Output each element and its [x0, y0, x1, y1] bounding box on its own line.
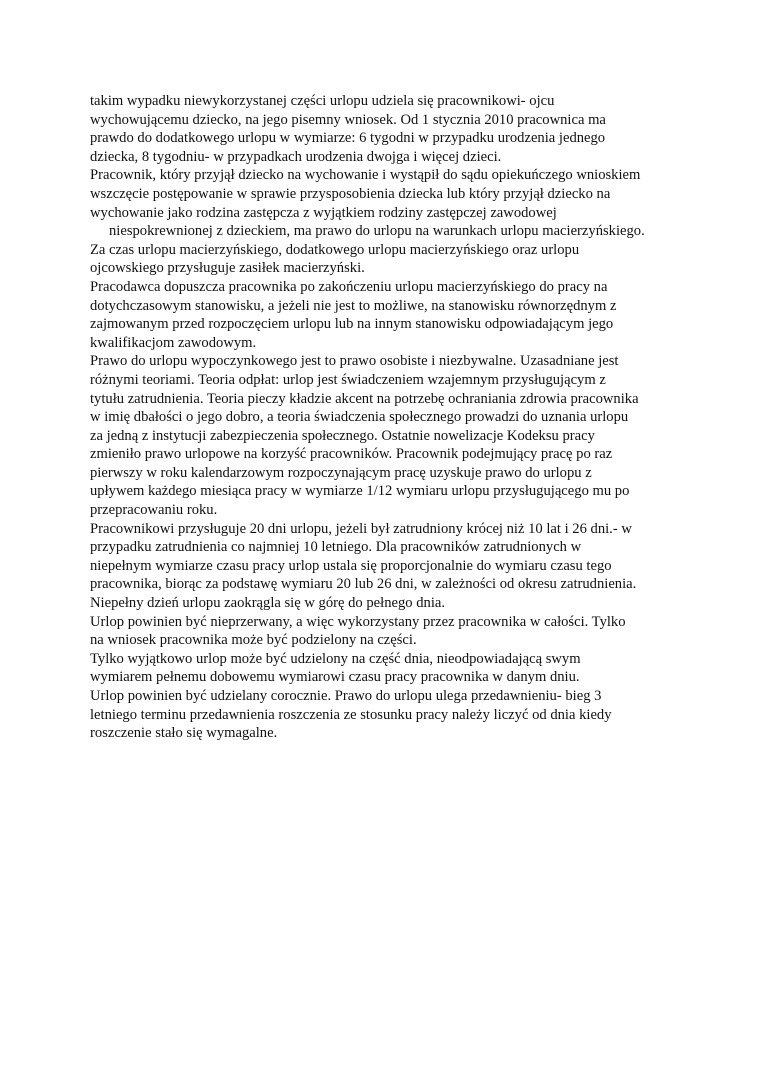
text-line: pracownika, biorąc za podstawę wymiaru 20 lub 26 dni, w zależności od okresu zatrudnienia.	[90, 576, 637, 593]
text-line: ojcowskiego przysługuje zasiłek macierzyński.	[90, 260, 365, 277]
text-line: wymiarem pełnemu dobowemu wymiarowi czasu pracy pracownika w danym dniu.	[90, 669, 580, 686]
text-line: w imię dbałości o jego dobro, a teoria świadczenia społecznego prowadzi do uznania urlopu	[90, 409, 629, 426]
text-line: niepełnym wymiarze czasu pracy urlop ustala się proporcjonalnie do wymiaru czasu tego	[90, 557, 612, 574]
text-line: prawdo do dodatkowego urlopu w wymiarze: 6 tygodni w przypadku urodzenia jednego	[90, 130, 606, 147]
text-line: Urlop powinien być nieprzerwany, a więc wykorzystany przez pracownika w całości. Tylko	[90, 613, 626, 630]
text-line: wszczęcie postępowanie w sprawie przysposobienia dziecka lub który przyjął dziecko na	[90, 185, 611, 202]
text-line: różnymi teoriami. Teoria odpłat: urlop jest świadczeniem wzajemnym przysługującym z	[90, 371, 606, 388]
text-line: Tylko wyjątkowo urlop może być udzielony na część dnia, nieodpowiadającą swym	[90, 650, 581, 667]
text-line: przypadku zatrudnienia co najmniej 10 letniego. Dla pracowników zatrudnionych w	[90, 539, 582, 556]
text-line: przepracowaniu roku.	[90, 502, 218, 519]
text-line: takim wypadku niewykorzystanej części urlopu udziela się pracownikowi- ojcu	[90, 93, 555, 109]
text-line: letniego terminu przedawnienia roszczenia ze stosunku pracy należy liczyć od dnia kiedy	[90, 706, 612, 723]
text-line: na wniosek pracownika może być podzielony na części.	[90, 632, 417, 649]
text-line: upływem każdego miesiąca pracy w wymiarze 1/12 wymiaru urlopu przysługującego mu po	[90, 483, 630, 500]
text-line: niespokrewnionej z dzieckiem, ma prawo do urlopu na warunkach urlopu macierzyńskiego.	[109, 223, 645, 240]
text-line: pierwszy w roku kalendarzowym rozpoczynającym pracę uzyskuje prawo do urlopu z	[90, 464, 592, 481]
text-line: Pracodawca dopuszcza pracownika po zakończeniu urlopu macierzyńskiego do pracy na	[90, 278, 608, 295]
text-line: roszczenie stało się wymagalne.	[90, 725, 278, 742]
text-line: Urlop powinien być udzielany corocznie. Prawo do urlopu ulega przedawnieniu- bieg 3	[90, 688, 602, 704]
body-text	[90, 92, 680, 743]
text-line: za jedną z instytucji zabezpieczenia społecznego. Ostatnie nowelizacje Kodeksu pracy	[90, 427, 595, 444]
text-line: Pracownikowi przysługuje 20 dni urlopu, jeżeli był zatrudniony krócej niż 10 lat i 26 dni.- w	[90, 520, 632, 537]
text-line: zajmowanym przed rozpoczęciem urlopu lub na innym stanowisku odpowiadającym jego	[90, 316, 614, 333]
text-line: dotychczasowym stanowisku, a jeżeli nie jest to możliwe, na stanowisku równorzędnym z	[90, 297, 617, 314]
text-line: kwalifikacjom zawodowym.	[90, 334, 257, 351]
text-line: Prawo do urlopu wypoczynkowego jest to prawo osobiste i niezbywalne. Uzasadniane jest	[90, 353, 619, 370]
text-line: wychowującemu dziecko, na jego pisemny wniosek. Od 1 stycznia 2010 pracownica ma	[90, 111, 606, 128]
text-line: Niepełny dzień urlopu zaokrągla się w górę do pełnego dnia.	[90, 595, 445, 612]
text-line: dziecka, 8 tygodniu- w przypadkach urodzenia dwojga i więcej dzieci.	[90, 148, 502, 165]
text-line: Pracownik, który przyjął dziecko na wychowanie i wystąpił do sądu opiekuńczego wnioskiem	[90, 167, 641, 184]
text-line: zmieniło prawo urlopowe na korzyść pracowników. Pracownik podejmujący pracę po raz	[90, 446, 613, 463]
text-line: Za czas urlopu macierzyńskiego, dodatkowego urlopu macierzyńskiego oraz urlopu	[90, 241, 580, 258]
text-line: tytułu zatrudnienia. Teoria pieczy kładzie akcent na potrzebę ochraniania zdrowia pracownika	[90, 390, 639, 407]
text-line: wychowanie jako rodzina zastępcza z wyjątkiem rodziny zastępczej zawodowej	[90, 204, 557, 221]
